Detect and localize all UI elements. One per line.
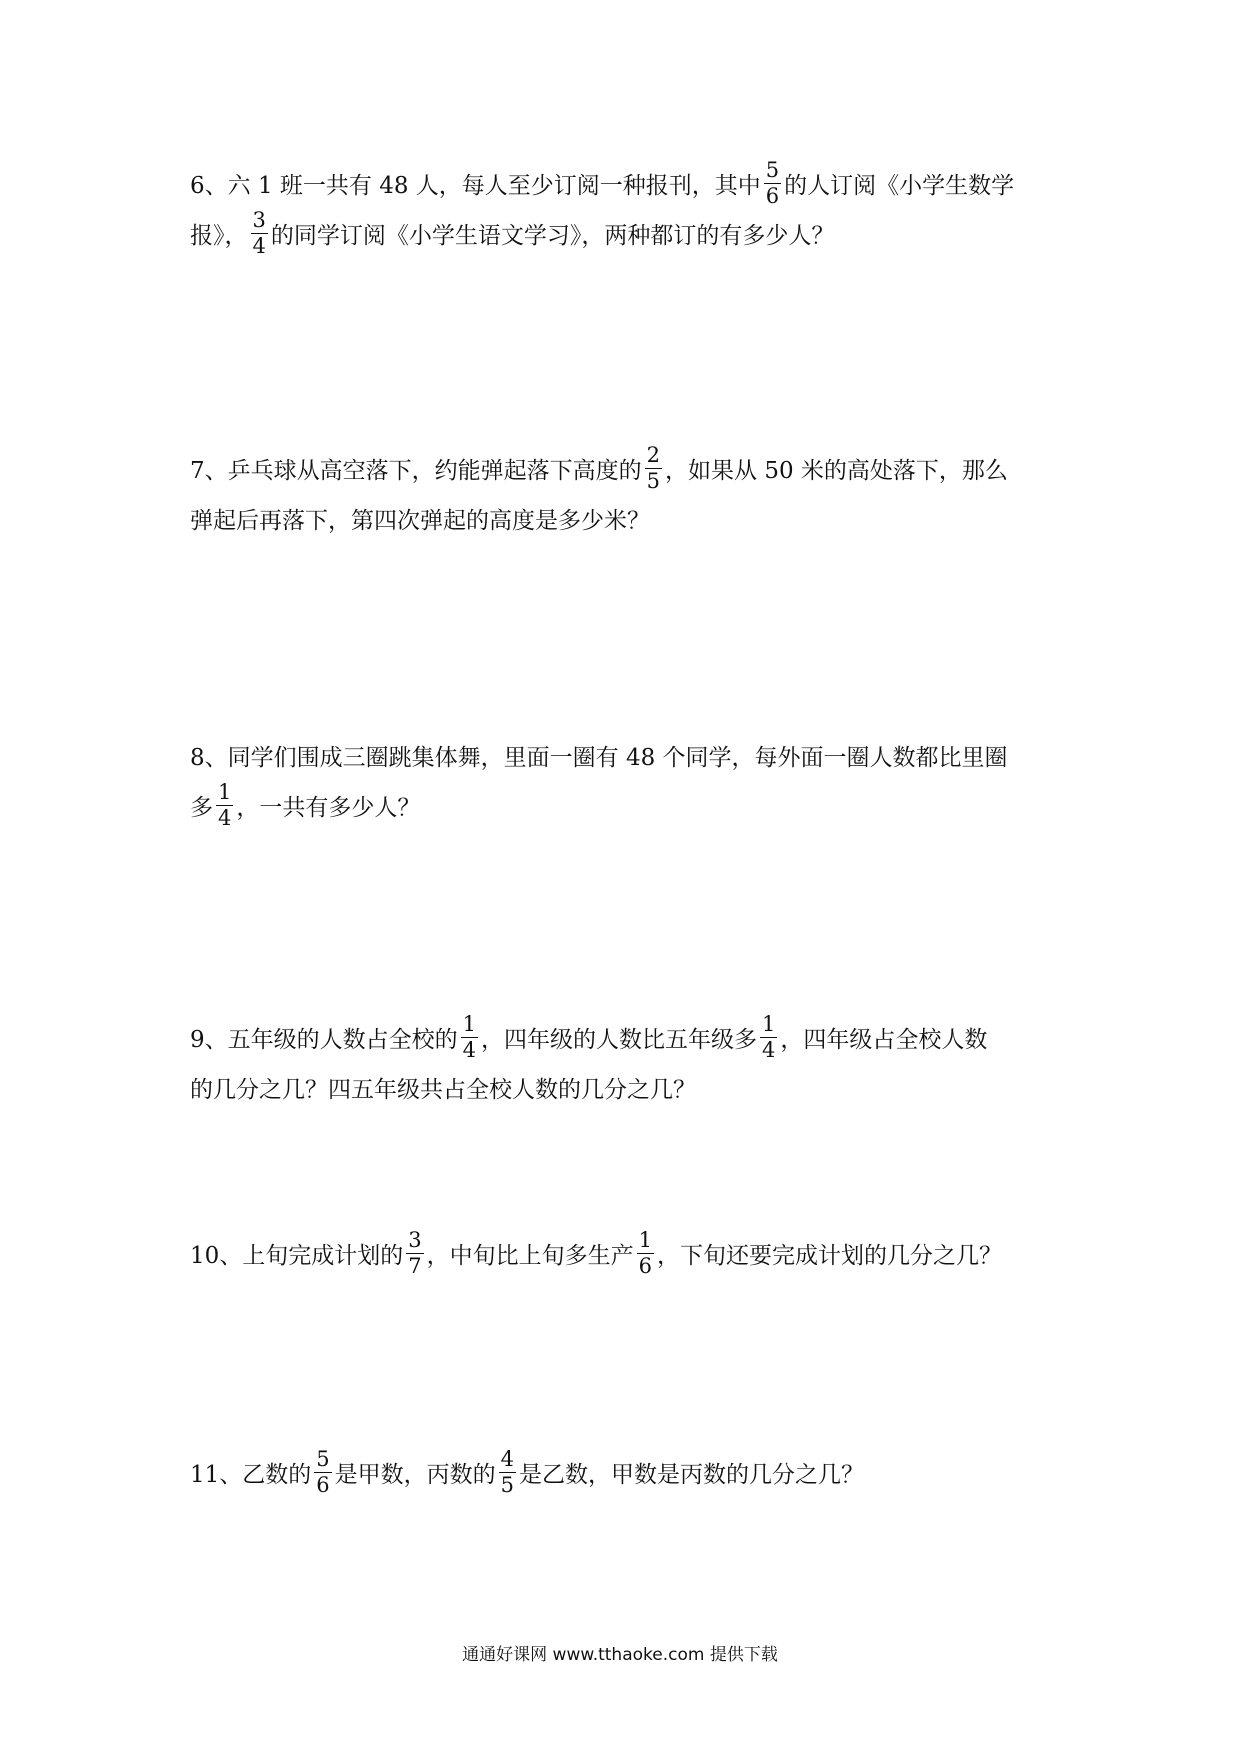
fraction xyxy=(645,442,662,493)
problem-text: ，下旬还要完成计划的几分之几？ xyxy=(657,1242,1003,1269)
problem-text: 7、乒乓球从高空落下，约能弹起落下高度的 xyxy=(190,457,642,484)
problem-text: 多 xyxy=(190,794,213,821)
problem-line xyxy=(190,493,1060,543)
problem-text: 8、同学们围成三圈跳集体舞，里面一圈有 48 个同学，每外面一圈人数都比里圈 xyxy=(190,744,1008,771)
fraction-denominator: 6 xyxy=(638,1253,653,1278)
fraction-denominator: 6 xyxy=(765,183,780,208)
fraction-numerator: 5 xyxy=(316,1446,330,1471)
problem-9 xyxy=(190,1012,1060,1112)
problem-text: 的同学订阅《小学生语文学习》，两种都订的有多少人？ xyxy=(270,222,835,249)
problem-7 xyxy=(190,443,1060,543)
problem-line xyxy=(190,1447,1060,1497)
fraction-numerator: 1 xyxy=(218,779,232,804)
fraction-numerator: 5 xyxy=(765,157,780,182)
problem-line xyxy=(190,780,1060,830)
fraction xyxy=(764,157,781,208)
fraction-numerator: 1 xyxy=(762,1011,776,1036)
problem-text: 11、乙数的 xyxy=(190,1461,312,1488)
problem-text: 的人订阅《小学生数学 xyxy=(784,172,1015,199)
fraction-denominator: 4 xyxy=(252,233,266,258)
problem-text: ，中旬比上旬多生产 xyxy=(426,1242,634,1269)
problem-line xyxy=(190,1062,1060,1112)
fraction-denominator: 4 xyxy=(218,805,232,830)
fraction xyxy=(314,1446,331,1497)
fraction-numerator: 3 xyxy=(408,1227,422,1252)
problem-text: 10、上旬完成计划的 xyxy=(190,1242,404,1269)
problem-line xyxy=(190,1012,1060,1062)
problem-11 xyxy=(190,1447,1060,1497)
fraction-numerator: 3 xyxy=(252,207,266,232)
fraction-denominator: 4 xyxy=(762,1037,776,1062)
problem-text: ，四年级占全校人数 xyxy=(780,1026,988,1053)
fraction-numerator: 1 xyxy=(638,1227,653,1252)
problem-text: 是乙数，甲数是丙数的几分之几？ xyxy=(519,1461,865,1488)
fraction-numerator: 4 xyxy=(500,1446,515,1471)
fraction xyxy=(760,1011,777,1062)
fraction xyxy=(216,779,233,830)
fraction-denominator: 6 xyxy=(316,1472,330,1497)
problem-6 xyxy=(190,158,1060,258)
problem-10 xyxy=(190,1228,1060,1278)
fraction-denominator: 5 xyxy=(646,468,661,493)
problem-line xyxy=(190,443,1060,493)
problem-line xyxy=(190,208,1060,258)
fraction-denominator: 5 xyxy=(500,1472,515,1497)
fraction-numerator: 2 xyxy=(646,442,661,467)
problem-text: ，如果从 50 米的高处落下，那么 xyxy=(665,457,1008,484)
problem-line xyxy=(190,158,1060,208)
problem-text: ，一共有多少人？ xyxy=(236,794,421,821)
problem-text: 的几分之几？四五年级共占全校人数的几分之几？ xyxy=(190,1076,696,1103)
problem-text: 9、五年级的人数占全校的 xyxy=(190,1026,458,1053)
fraction-denominator: 4 xyxy=(462,1037,477,1062)
problem-line xyxy=(190,1228,1060,1278)
fraction xyxy=(406,1227,423,1278)
problem-text: 报》， xyxy=(190,222,248,249)
fraction-denominator: 7 xyxy=(408,1253,422,1278)
problem-text: ，四年级的人数比五年级多 xyxy=(481,1026,758,1053)
problem-text: 是甲数，丙数的 xyxy=(334,1461,496,1488)
problem-text: 6、六 1 班一共有 48 人，每人至少订阅一种报刊，其中 xyxy=(190,172,761,199)
page-footer: 通通好课网 www.tthaoke.com 提供下载 xyxy=(462,1645,778,1665)
problem-8 xyxy=(190,730,1060,830)
fraction xyxy=(637,1227,654,1278)
fraction xyxy=(499,1446,516,1497)
fraction xyxy=(461,1011,478,1062)
fraction-numerator: 1 xyxy=(462,1011,477,1036)
problem-text: 弹起后再落下，第四次弹起的高度是多少米？ xyxy=(190,507,650,534)
problem-line xyxy=(190,730,1060,780)
fraction xyxy=(251,207,268,258)
